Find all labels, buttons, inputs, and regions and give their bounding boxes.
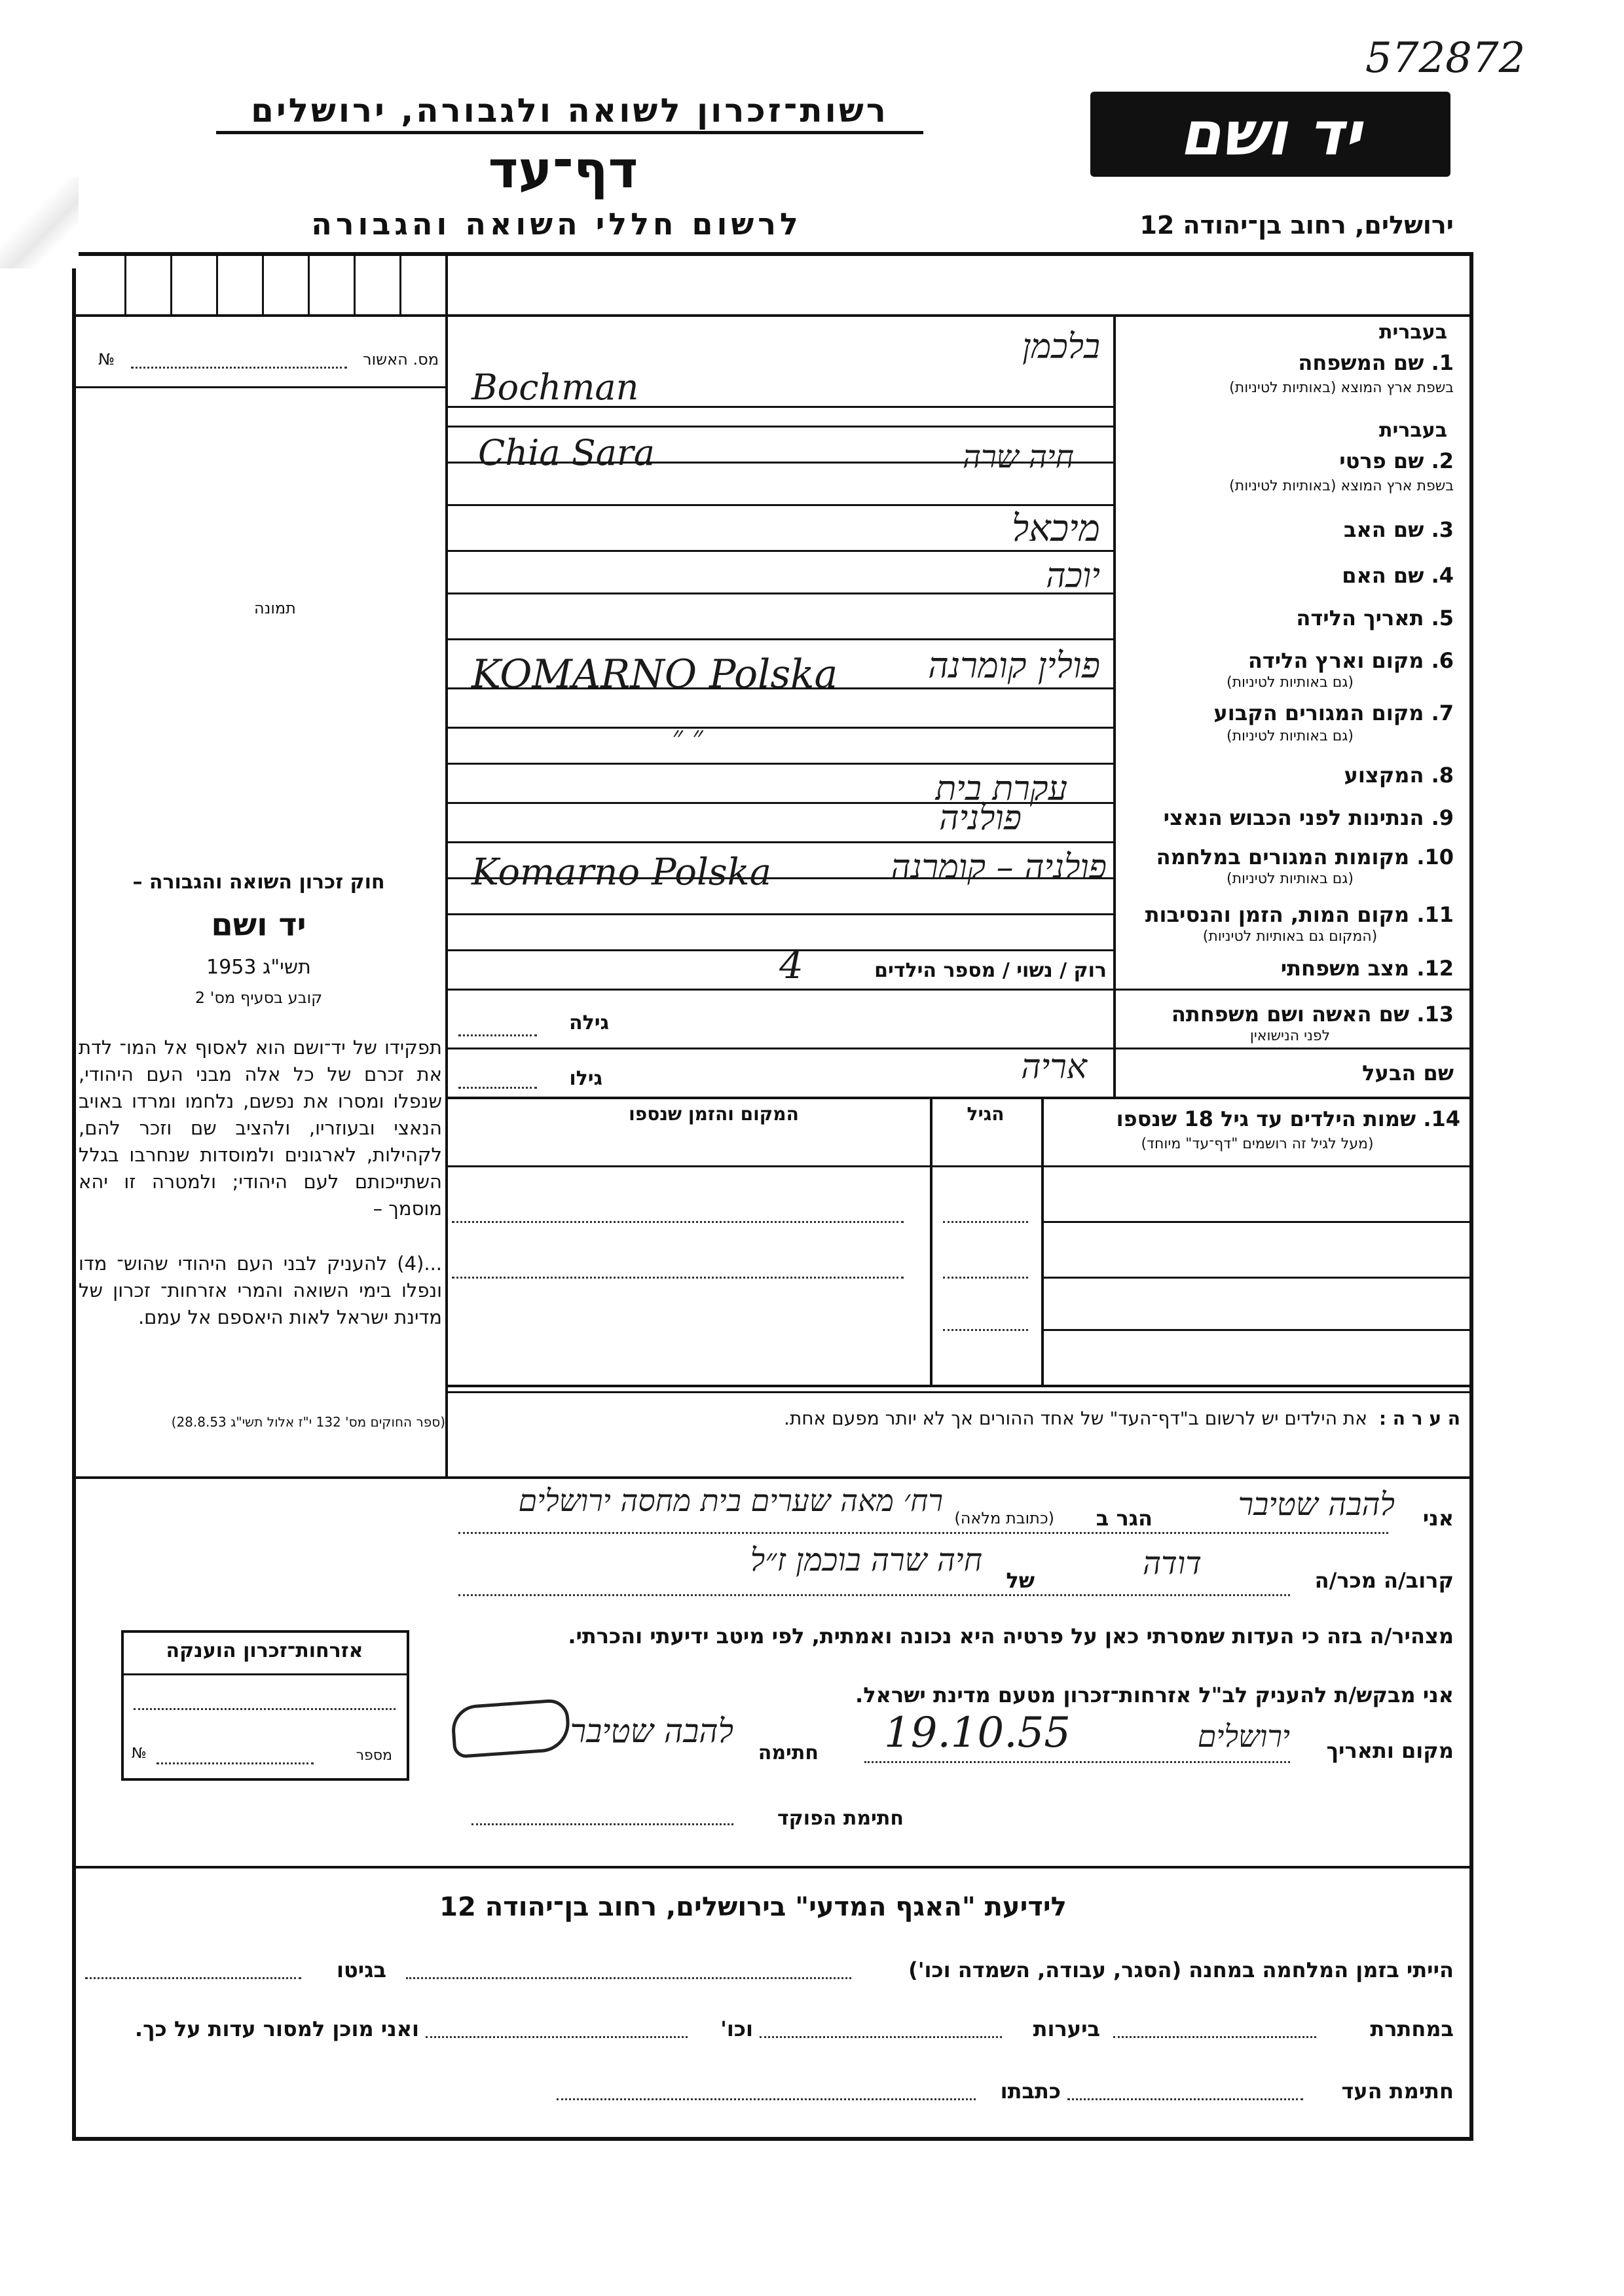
children-table-subtitle: (מעל לגיל זה רושמים "דף־עד" מיוחד) [1141, 1136, 1374, 1152]
declarant-name[interactable]: להבה שטיבר [1238, 1486, 1395, 1523]
footer-underground-label: במחתרת [1370, 2016, 1454, 2041]
field-13-label: 13. שם האשה ושם משפחתה [1171, 1002, 1454, 1027]
footer-etc-label: וכו' [720, 2016, 753, 2041]
law-text-1: תפקידו של יד־ושם הוא לאסוף אל המו־ לדת את זכרם של כל אלה מבני העם היהודי, שנפלו ומסרו את נפשם, נלחמו ומרדו באויב הנאצי ובעוזריו, ולהציב שם וזכר להם, לקהילות, לארגונים ולמוסדות שנחרבו בגלל השתייכותם לעם היהודי; ולמטרה זו יהא מוסמך – [79, 1036, 442, 1220]
authority-name: רשות־זכרון לשואה ולגבורה, ירושלים [251, 92, 889, 130]
resides-hint: (כתובת מלאה) [954, 1509, 1054, 1527]
declaration-statement: מצהיר/ה בזה כי העדות שמסרתי כאן על פרטיה היא נכונה ואמתית, לפי מיטב ידיעתי והכרתי. [568, 1624, 1454, 1649]
law-title: חוק זכרון השואה והגבורה – [132, 871, 385, 894]
approval-no-label: № [98, 350, 115, 369]
field-11-hint: (המקום גם באותיות לטיניות) [1202, 928, 1378, 945]
law-reference: (ספר החוקים מס' 132 י"ז אלול תשי"ג 28.8.53) [171, 1414, 445, 1430]
field-4-value[interactable]: יוכה [1046, 556, 1100, 596]
scan-fold-corner [0, 177, 79, 268]
footer-camp-label: הייתי בזמן המלחמה במחנה (הסגר, עבודה, השמדה וכו') [908, 1958, 1454, 1982]
field-7-hint: (גם באותיות לטיניות) [1227, 728, 1354, 744]
date-value[interactable]: 19.10.55 [884, 1709, 1071, 1757]
field-2-latin-value[interactable]: Chia Sara [478, 432, 655, 473]
field-3-label: 3. שם האב [1343, 517, 1454, 542]
field-9-value[interactable]: פולניה [939, 799, 1022, 838]
husband-age-label: גילו [569, 1067, 602, 1090]
table-row [1044, 1221, 1473, 1223]
wife-age-label: גילה [569, 1011, 609, 1034]
signature-value[interactable]: להבה שטיבר [570, 1712, 733, 1750]
field-5-label: 5. תאריך הלידה [1296, 606, 1454, 630]
field-1-latin-value[interactable]: Bochman [471, 367, 639, 408]
field-1-hint: בשפת ארץ המוצא (באותיות לטיניות) [1229, 380, 1454, 396]
footer-address-label: כתבתו [1000, 2079, 1061, 2104]
authority-underline [216, 131, 923, 134]
relative-value[interactable]: דודה [1143, 1545, 1202, 1582]
resides-value[interactable]: רח׳ מאה שערים בית מחסה ירושלים [518, 1483, 943, 1518]
children-col-place: המקום והזמן שנספו [629, 1103, 799, 1125]
field-3-value[interactable]: מיכאל [1011, 507, 1100, 550]
field-6-label: 6. מקום וארץ הלידה [1247, 648, 1454, 673]
officer-signature-label: חתימת הפוקד [777, 1807, 904, 1830]
citizenship-box [121, 1630, 409, 1781]
resides-label: הגר ב [1096, 1506, 1153, 1531]
husband-label: שם הבעל [1362, 1061, 1454, 1085]
field-10-hint: (גם באותיות לטיניות) [1227, 871, 1354, 887]
field-2-hebrew-value[interactable]: חיה שרה [962, 439, 1074, 475]
footer-ghetto-label: בגיטו [337, 1958, 386, 1982]
children-table-title: 14. שמות הילדים עד גיל 18 שנספו [1116, 1106, 1460, 1131]
field-13-hint: לפני הנישואין [1249, 1028, 1331, 1044]
field-1-hebrew-value[interactable]: בלכמן [1022, 327, 1100, 367]
field-11-label: 11. מקום המות, הזמן והנסיבות [1145, 902, 1454, 927]
children-col-age: הגיל [967, 1103, 1005, 1125]
citizenship-box-title: אזרחות־זכרון הוענקה [166, 1639, 363, 1662]
law-year: תשי"ג 1953 [206, 956, 311, 979]
citizenship-number-label: מספר [356, 1747, 392, 1764]
field-8-value[interactable]: עקרת בית [935, 769, 1067, 809]
address: ירושלים, רחוב בן־יהודה 12 [1139, 211, 1454, 240]
signature-label: חתימה [758, 1741, 819, 1764]
children-count[interactable]: 4 [779, 943, 803, 987]
declaration-request: אני מבקש/ת להעניק לב"ל אזרחות־זכרון מטעם מדינת ישראל. [855, 1683, 1454, 1707]
husband-value[interactable]: אריה [1021, 1048, 1087, 1087]
law-name: יד ושם [211, 907, 306, 943]
footer-testimony-label: ואני מוכן למסור עדות על כך. [134, 2016, 419, 2041]
field-1-label: 1. שם המשפחה [1298, 350, 1454, 375]
of-label: של [1006, 1568, 1035, 1593]
photo-label: תמונה [254, 599, 296, 617]
archive-number: 572872 [1365, 34, 1526, 82]
declarant-label: אני [1422, 1506, 1454, 1531]
citizenship-no-label: № [132, 1745, 147, 1762]
field-9-label: 9. הנתינות לפני הכבוש הנאצי [1163, 805, 1454, 830]
field-6-latin-value[interactable]: KOMARNO Polska [471, 651, 838, 697]
approval-label: מס. האשור [363, 350, 439, 369]
form-title: דף־עד [488, 141, 638, 200]
logo: יד ושם [1090, 92, 1450, 177]
place-date-label: מקום ותאריך [1326, 1738, 1454, 1763]
field-1-lang: בעברית [1379, 321, 1447, 344]
field-4-label: 4. שם האם [1342, 563, 1454, 588]
marital-status-options: רוק / נשוי / מספר הילדים [874, 959, 1107, 982]
field-2-lang: בעברית [1379, 419, 1447, 442]
field-8-label: 8. המקצוע [1344, 763, 1454, 788]
place-value[interactable]: ירושלים [1197, 1719, 1290, 1754]
field-2-label: 2. שם פרטי [1339, 448, 1454, 473]
field-2-hint: בשפת ארץ המוצא (באותיות לטיניות) [1229, 478, 1454, 494]
field-6-hint: (גם באותיות לטיניות) [1227, 674, 1354, 691]
note-row: ה ע ר ה : את הילדים יש לרשום ב"דף־העד" של אחד ההורים אך לא יותר מפעם אחת. [783, 1408, 1460, 1429]
field-7-value[interactable]: ״ ״ [672, 720, 703, 754]
relative-label: קרוב/ה מכר/ה [1314, 1568, 1454, 1593]
field-7-label: 7. מקום המגורים הקבוע [1213, 701, 1454, 725]
field-10-hebrew-value[interactable]: פולניה – קומרנה [891, 848, 1107, 887]
field-10-latin-value[interactable]: Komarno Polska [471, 851, 771, 894]
footer-witness-signature-label: חתימת העד [1341, 2079, 1454, 2104]
form-subtitle: לרשום חללי השואה והגבורה [311, 206, 802, 242]
field-12-label: 12. מצב משפחתי [1280, 956, 1454, 981]
law-text-2: ...(4) להעניק לבני העם היהודי שהוש־ מדו ונפלו בימי השואה והמרי אזרחות־ זכרון של מדינת ישראל לאות היאספם אל עמם. [79, 1252, 442, 1328]
of-value[interactable]: חיה שרה בוכמן ז״ל [750, 1542, 982, 1578]
footer-forests-label: ביערות [1033, 2016, 1100, 2041]
field-6-hebrew-value[interactable]: פולין קומרנה [928, 645, 1100, 686]
field-10-label: 10. מקומות המגורים במלחמה [1156, 845, 1454, 869]
law-section: קובע בסעיף מס' 2 [194, 989, 323, 1007]
footer-title: לידיעת "האגף המדעי" בירושלים, רחוב בן־יהודה 12 [439, 1892, 1067, 1922]
